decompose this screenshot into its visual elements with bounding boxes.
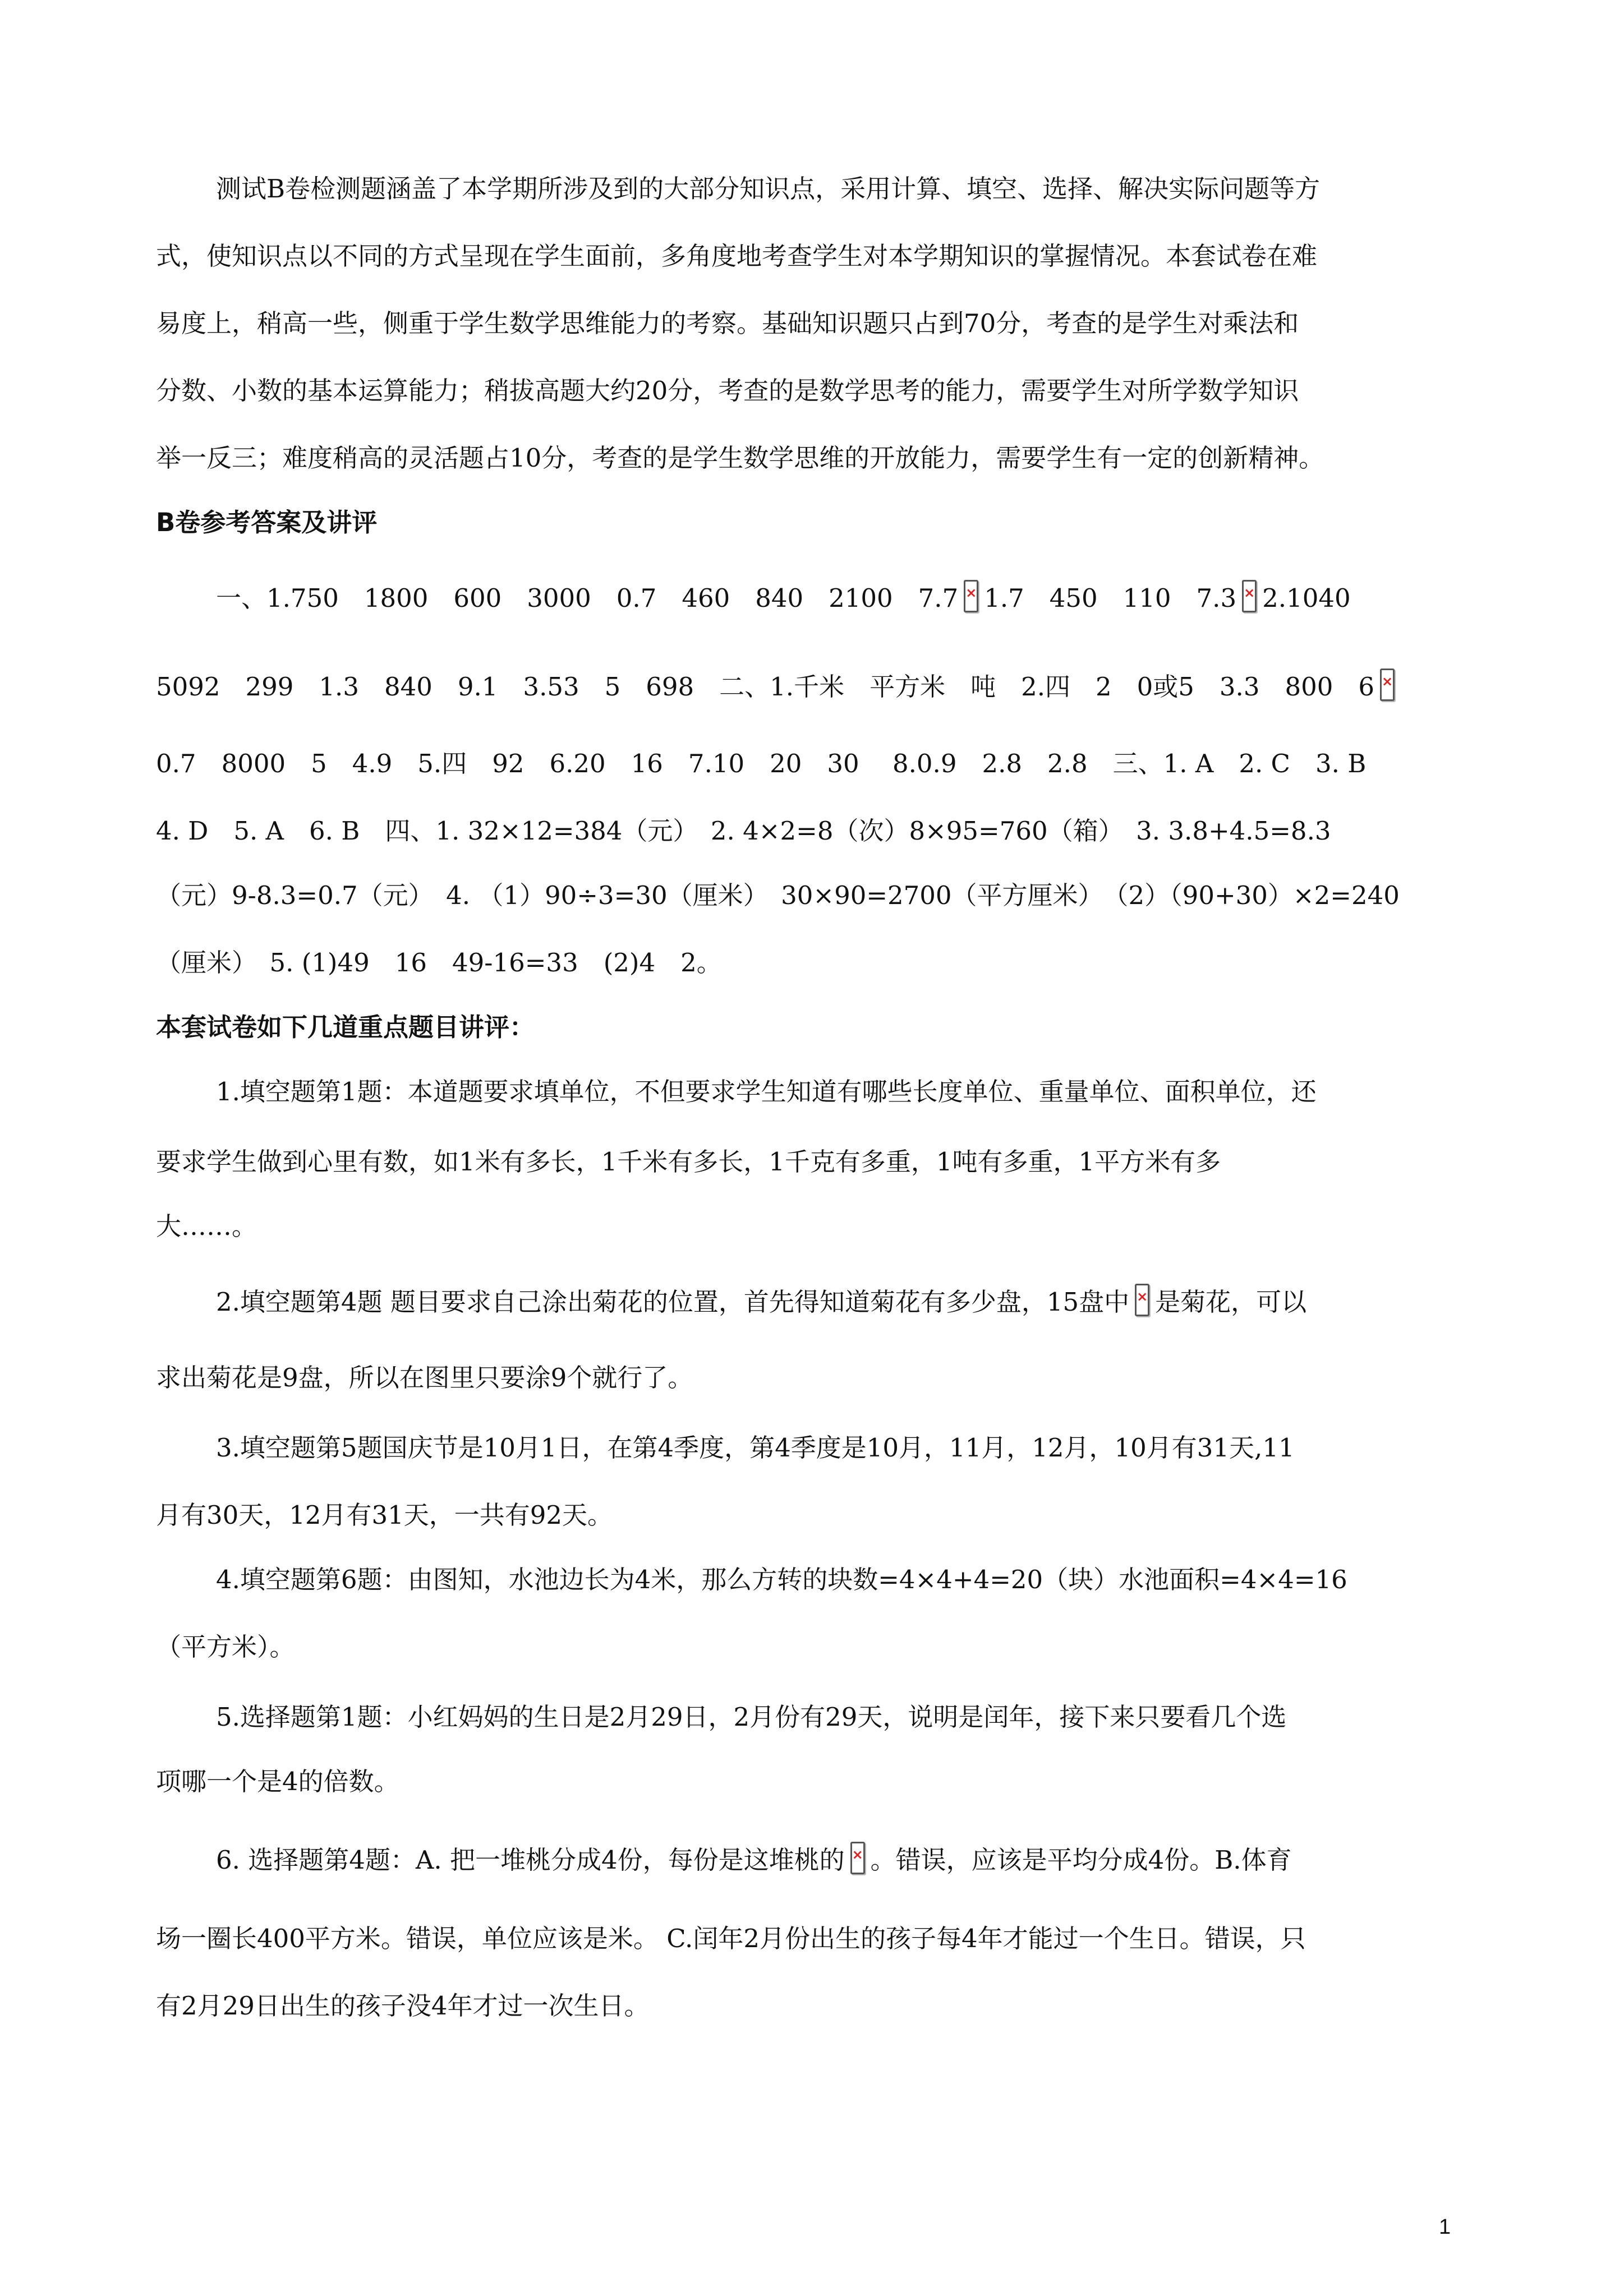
review-item-5-line-2: 项哪一个是4的倍数。 — [156, 1767, 399, 1796]
missing-image-icon — [850, 1842, 865, 1874]
review-item-6a: 6. 选择题第4题：A. 把一堆桃分成4份，每份是这堆桃的 — [216, 1845, 845, 1875]
review-item-2b: 是菊花，可以 — [1155, 1287, 1307, 1317]
review-item-6-line-2: 场一圈长400平方米。错误，单位应该是米。 C.闰年2月份出生的孩子每4年才能过一个生日。错误，只 — [156, 1924, 1306, 1953]
review-item-2a: 2.填空题第4题 题目要求自己涂出菊花的位置，首先得知道菊花有多少盘，15盘中 — [216, 1287, 1130, 1317]
answers-line-3: 0.7 8000 5 4.9 5.四 92 6.20 16 7.10 20 30 8.0.9 2.8 2.8 三、1. A 2. C 3. B — [156, 749, 1367, 778]
review-item-6-line-1 — [216, 1839, 1292, 1876]
intro-line-1: 测试B卷检测题涵盖了本学期所涉及到的大部分知识点，采用计算、填空、选择、解决实际问题等方 — [216, 174, 1321, 204]
missing-image-icon — [1242, 580, 1257, 612]
review-item-3-line-2: 月有30天，12月有31天，一共有92天。 — [156, 1500, 613, 1530]
missing-image-icon — [964, 580, 978, 612]
answers-line-5: （元）9-8.3=0.7（元） 4. （1）90÷3=30（厘米） 30×90=2700（平方厘米） （2）（90+30）×2=240 — [156, 880, 1400, 910]
intro-line-5: 举一反三；难度稍高的灵活题占10分，考查的是学生数学思维的开放能力，需要学生有一定的创新精神。 — [156, 443, 1324, 473]
review-item-1-line-2: 要求学生做到心里有数，如1米有多长，1千米有多长，1千克有多重，1吨有多重，1平方米有多 — [156, 1147, 1221, 1177]
review-heading: 本套试卷如下几道重点题目讲评： — [156, 1012, 535, 1042]
review-item-2-line-1 — [216, 1281, 1306, 1318]
review-item-1-line-1: 1.填空题第1题：本道题要求填单位，不但要求学生知道有哪些长度单位、重量单位、面积单位，还 — [216, 1077, 1317, 1106]
answers-line-4: 4. D 5. A 6. B 四、1. 32×12=384（元） 2. 4×2=8（次）8×95=760（箱） 3. 3.8+4.5=8.3 — [156, 816, 1331, 846]
answers-line-1c: 2.1040 — [1262, 583, 1351, 613]
review-item-5-line-1: 5.选择题第1题：小红妈妈的生日是2月29日，2月份有29天，说明是闰年，接下来只要看几个选 — [216, 1702, 1287, 1732]
page-number: 1 — [1439, 2215, 1451, 2239]
missing-image-icon — [1135, 1284, 1149, 1316]
review-item-3-line-1: 3.填空题第5题国庆节是10月1日，在第4季度，第4季度是10月，11月，12月，10月有31天,11 — [216, 1433, 1295, 1463]
review-item-6-line-3: 有2月29日出生的孩子没4年才过一次生日。 — [156, 1991, 650, 2021]
intro-line-4: 分数、小数的基本运算能力；稍拔高题大约20分，考查的是数学思考的能力，需要学生对所学数学知识 — [156, 376, 1299, 405]
answers-line-1 — [216, 578, 1351, 614]
answers-line-1b: 1.7 450 110 7.3 — [984, 583, 1237, 613]
answers-line-2a: 5092 299 1.3 840 9.1 3.53 5 698 二、1.千米 平方米 吨 2.四 2 0或5 3.3 800 6 — [156, 672, 1374, 702]
answers-line-2 — [156, 666, 1400, 703]
answers-line-1a: 一、1.750 1800 600 3000 0.7 460 840 2100 7.7 — [216, 583, 959, 613]
missing-image-icon — [1380, 668, 1395, 701]
review-item-6b: 。错误，应该是平均分成4份。B.体育 — [870, 1845, 1292, 1875]
review-item-1-line-3: 大……。 — [156, 1211, 257, 1241]
review-item-4-line-1: 4.填空题第6题：由图知，水池边长为4米，那么方转的块数=4×4+4=20（块）水池面积=4×4=16 — [216, 1565, 1347, 1594]
intro-line-3: 易度上，稍高一些，侧重于学生数学思维能力的考察。基础知识题只占到70分，考查的是学生对乘法和 — [156, 308, 1299, 338]
intro-line-2: 式，使知识点以不同的方式呈现在学生面前，多角度地考查学生对本学期知识的掌握情况。本套试卷在难 — [156, 241, 1318, 271]
review-item-4-line-2: （平方米）。 — [156, 1632, 295, 1662]
answers-heading: B卷参考答案及讲评 — [156, 508, 378, 537]
answers-line-6: （厘米） 5. (1)49 16 49-16=33 (2)4 2。 — [156, 948, 722, 978]
review-item-2-line-2: 求出菊花是9盘，所以在图里只要涂9个就行了。 — [156, 1363, 693, 1393]
